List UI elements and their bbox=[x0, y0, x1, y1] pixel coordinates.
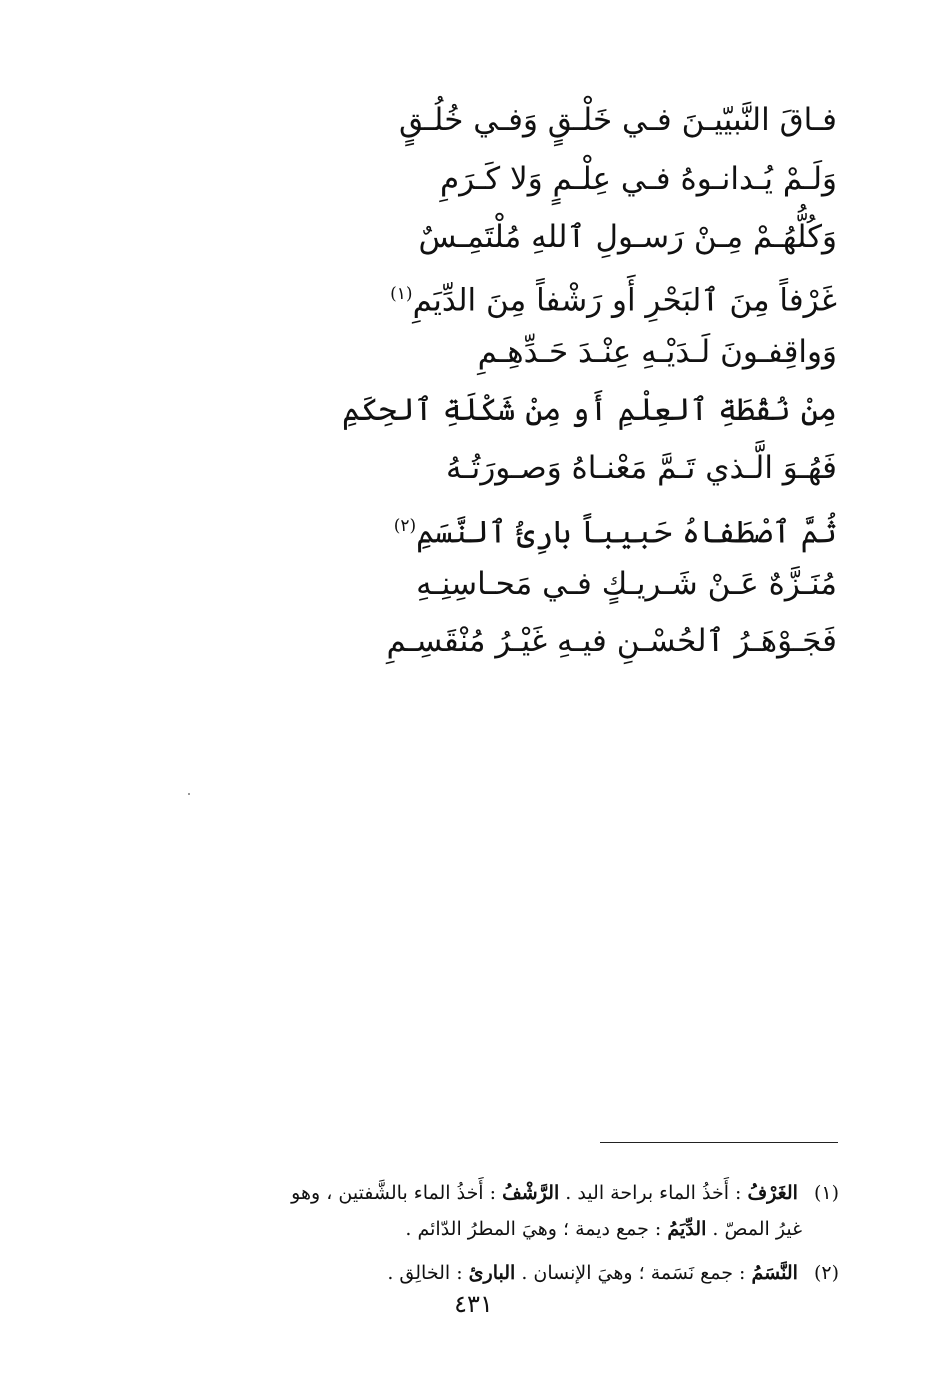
footnote-term: الدِّيَمُ bbox=[667, 1218, 707, 1240]
footnote-2-line-1 bbox=[387, 1258, 839, 1288]
page-number: ٤٣١ bbox=[454, 1290, 493, 1318]
verse-line-6: مِنْ نُقْطَةِ ٱلعِلْمِ أَو مِنْ شَكْلَةِ ٱلحِكَمِ bbox=[341, 392, 837, 428]
stray-mark bbox=[188, 793, 190, 795]
footnote-term: الرَّشْفُ bbox=[502, 1182, 560, 1204]
verse-line-9: مُنَـزَّهٌ عَـنْ شَـريـكٍ فـي مَحـاسِنِـهِ bbox=[416, 566, 837, 602]
footnote-definition: : أَخذُ الماء براحة اليد . bbox=[559, 1182, 748, 1204]
footnote-number: (٢) bbox=[813, 1262, 839, 1284]
footnote-marker-1[interactable]: (١) bbox=[390, 284, 413, 304]
footnote-definition: غيرُ المصّ . bbox=[706, 1218, 802, 1240]
verse-text: غَرْفاً مِنَ ٱلبَحْرِ أَو رَشْفاً مِنَ الدِّيَمِ bbox=[412, 282, 837, 319]
footnote-separator bbox=[600, 1142, 838, 1143]
verse-line-5: وَواقِفـونَ لَـدَيْـهِ عِنْـدَ حَـدِّهِـمِ bbox=[477, 334, 837, 370]
footnote-definition: : جمع نَسَمة ؛ وهيَ الإنسان . bbox=[515, 1262, 752, 1284]
footnote-term: البارئ bbox=[468, 1262, 516, 1284]
verse-text: ثُمَّ ٱصْطَفاهُ حَبيباً بارِئُ ٱلنَّسَمِ bbox=[416, 514, 837, 551]
verse-line-1: فـاقَ النَّبيّيـنَ فـي خَلْـقٍ وَفـي خُلُـقٍ bbox=[399, 102, 837, 138]
verse-line-3: وَكُلُّهُـمْ مِـنْ رَسـولِ ٱللهِ مُلْتَمِـسٌ bbox=[418, 219, 837, 255]
footnote-term: الغَرْفُ bbox=[747, 1182, 798, 1204]
verse-line-4 bbox=[390, 274, 837, 320]
footnote-1-line-1 bbox=[291, 1178, 839, 1208]
verse-line-8 bbox=[394, 506, 837, 552]
verse-line-7: فَهُـوَ الَّـذي تَـمَّ مَعْنـاهُ وَصـورَتُـهُ bbox=[445, 450, 837, 486]
verse-line-10: فَجَـوْهَـرُ ٱلحُسْـنِ فيـهِ غَيْـرُ مُنْقَسِـمِ bbox=[386, 623, 837, 659]
footnote-number: (١) bbox=[813, 1182, 839, 1204]
footnote-1-line-2 bbox=[405, 1214, 802, 1244]
footnote-definition: : أَخذُ الماء بالشَّفتين ، وهو bbox=[291, 1182, 503, 1204]
footnote-term: النَّسَمُ bbox=[751, 1262, 798, 1284]
footnote-definition: : جمع ديمة ؛ وهيَ المطرُ الدّائم . bbox=[405, 1218, 668, 1240]
footnote-definition: : الخالِق . bbox=[387, 1262, 469, 1284]
verse-line-2: وَلَـمْ يُـدانـوهُ فـي عِلْـمٍ وَلا كَـرَمِ bbox=[440, 161, 837, 197]
footnote-marker-2[interactable]: (٢) bbox=[393, 516, 417, 536]
